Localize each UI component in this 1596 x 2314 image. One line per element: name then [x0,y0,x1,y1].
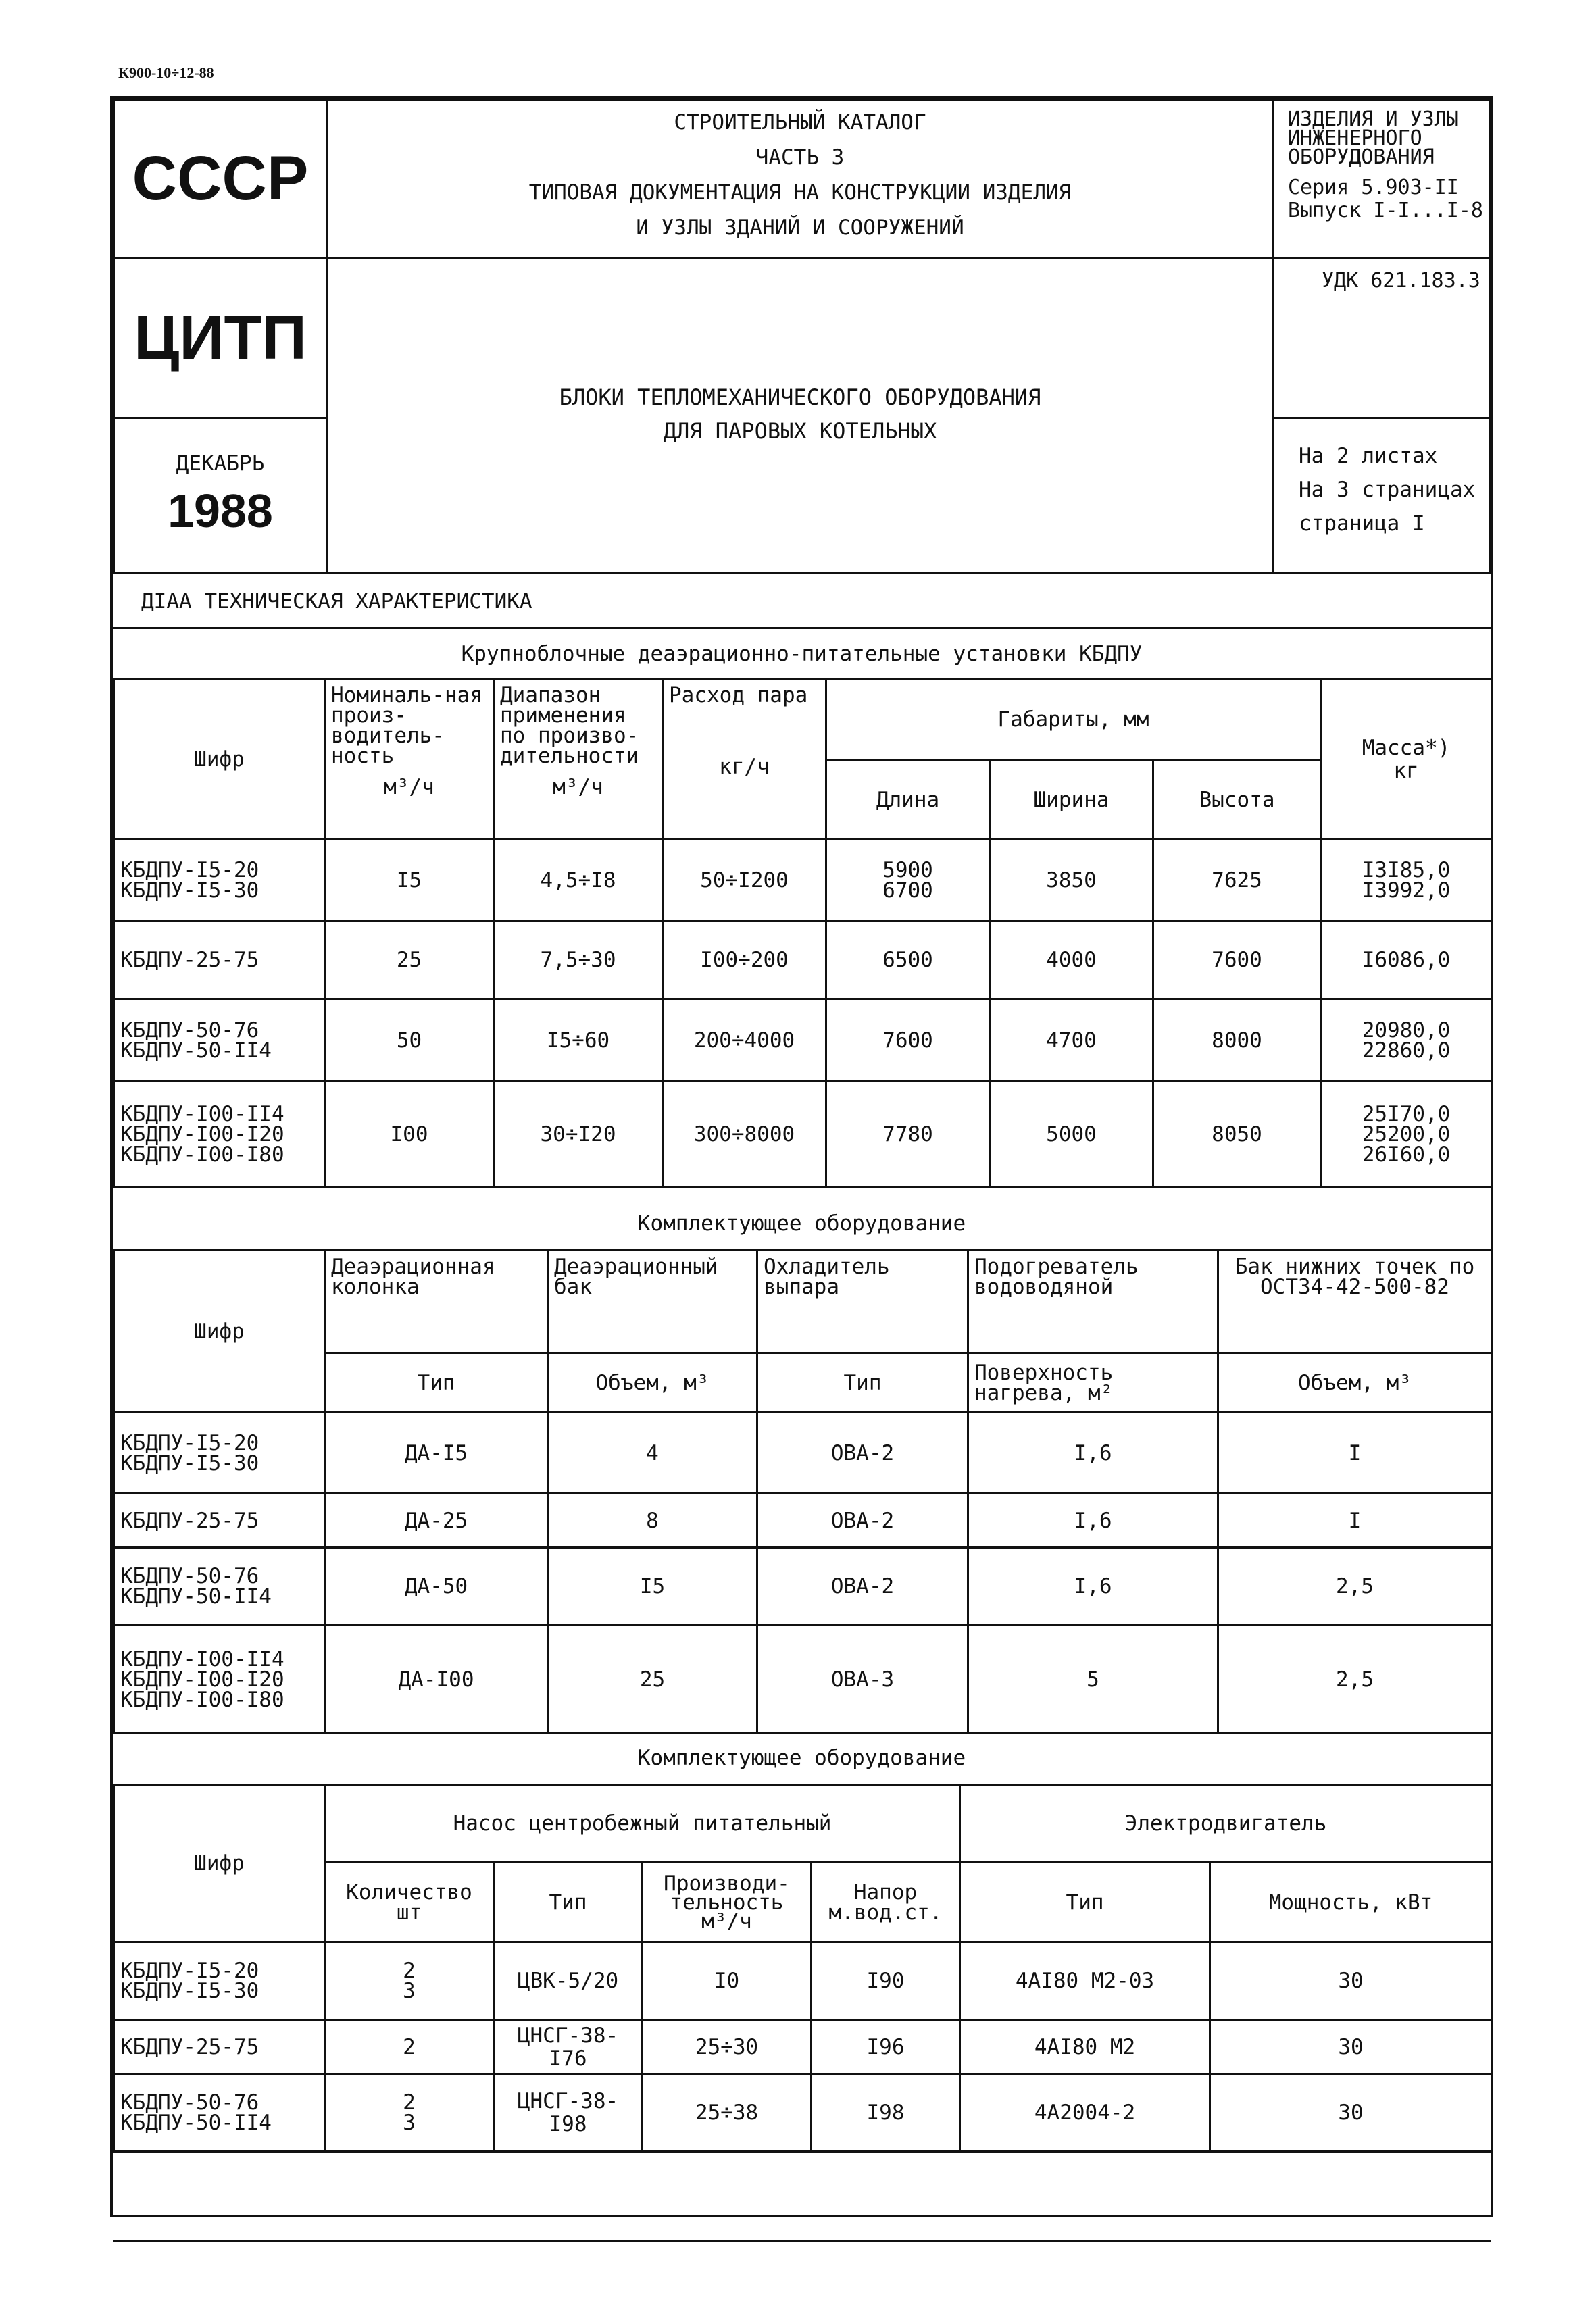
col-cooler-header [757,1251,968,1353]
text-span: Высота [1199,787,1275,812]
table-cell: 30÷I20 [494,1082,663,1187]
table-cell: 2,5 [1218,1626,1492,1734]
col-surface-header: Поверхность нагрева, м² [968,1353,1218,1413]
table-cell: 7780 [826,1082,990,1187]
text-span: Охладитель выпара [764,1255,890,1299]
col-width-header [990,760,1153,840]
table-row [114,1494,1492,1548]
col-type2-header: Тип [757,1353,968,1413]
table-cell: 25÷38 [643,2074,812,2152]
col-height-header [1153,760,1321,840]
pumps-table [113,1784,1493,2153]
table-cell: I0 [643,1942,812,2020]
org-stamp: ЦИТП [113,257,328,419]
table-cell: 7600 [826,999,990,1082]
text-span: Подогреватель водоводяной [974,1255,1139,1299]
catalog-line: ТИПОВАЯ ДОКУМЕНТАЦИЯ НА КОНСТРУКЦИИ ИЗДЕЛИЯ [528,180,1072,205]
category-line: ИЗДЕЛИЯ И УЗЛЫ [1288,107,1459,131]
table-cell: I,6 [968,1494,1218,1548]
table-cell: 25I70,0 25200,0 26I60,0 [1321,1082,1492,1187]
table-cell: 2 [325,2020,494,2074]
table-cell: 5000 [990,1082,1153,1187]
col-qty-header: Количество шт [325,1863,494,1942]
components-table [113,1249,1493,1734]
table-cell: КБДПУ-25-75 [114,1494,325,1548]
table-cell: 2 3 [325,2074,494,2152]
text-span: Номиналь-ная произ-водитель-ность [331,683,482,768]
table-cell: I,6 [968,1548,1218,1626]
table-row [114,1548,1492,1626]
table-cell: 200÷4000 [663,999,826,1082]
table-cell: 4,5÷I8 [494,840,663,921]
table-cell: I,6 [968,1413,1218,1494]
document-title-box [326,257,1274,574]
text-span: Диапазон применения по произво-дительности [500,683,639,768]
table-cell: 8 [548,1494,757,1548]
table-cell: 50 [325,999,494,1082]
text-span: Шифр [194,747,245,772]
table-row [114,2020,1492,2074]
table-cell: КБДПУ-50-76 КБДПУ-50-II4 [114,1548,325,1626]
catalog-line: И УЗЛЫ ЗДАНИЙ И СООРУЖЕНИЙ [636,216,964,240]
table-cell: 4А2004-2 [960,2074,1210,2152]
text-span: Электродвигатель [1124,1811,1327,1836]
table-cell: 25 [548,1626,757,1734]
table-cell: 6500 [826,921,990,999]
table-cell: I90 [812,1942,960,2020]
table-row [114,1942,1492,2020]
col-drain-header [1218,1251,1492,1353]
table-cell: I00 [325,1082,494,1187]
col-code-header [114,1785,325,1942]
table-cell: 4АI80 М2-03 [960,1942,1210,2020]
text-span: Масса*) [1362,735,1451,760]
text-span: Шифр [194,1319,245,1344]
table-row [114,921,1492,999]
table-cell: КБДПУ-I5-20 КБДПУ-I5-30 [114,1942,325,2020]
text-span: Деаэрационный бак [554,1255,718,1299]
country-stamp: СССР [113,99,328,259]
category-line: ОБОРУДОВАНИЯ [1288,145,1435,169]
table-cell: 20980,0 22860,0 [1321,999,1492,1082]
col-motor-type-header: Тип [960,1863,1210,1942]
category-box [1272,99,1491,259]
table-cell: ЦНСГ-38-I76 [494,2020,643,2074]
table-cell: 30 [1210,2020,1492,2074]
table-row [114,1082,1492,1187]
table-cell: ДА-25 [325,1494,548,1548]
table-cell: КБДПУ-50-76 КБДПУ-50-II4 [114,999,325,1082]
issue-month: ДЕКАБРЬ [176,451,265,476]
table-cell: 2,5 [1218,1548,1492,1626]
table-cell: I00÷200 [663,921,826,999]
text-span: кг/ч [719,755,770,779]
sheets-line: На 2 листах [1299,444,1438,468]
table-cell: 4000 [990,921,1153,999]
table-cell: 3850 [990,840,1153,921]
table-row [114,1626,1492,1734]
issue-label: Выпуск I-I...I-8 [1288,199,1483,222]
col-motor-header [960,1785,1492,1863]
table-cell: 4700 [990,999,1153,1082]
table-cell: I5 [548,1548,757,1626]
col-code-header [114,679,325,840]
table-cell: ОВА-3 [757,1626,968,1734]
table2-caption: Комплектующее оборудование [637,1211,966,1236]
table-row [114,999,1492,1082]
table-cell: 4 [548,1413,757,1494]
table-cell: 30 [1210,2074,1492,2152]
series-label: Серия 5.903-II [1288,176,1459,199]
udk-box [1272,257,1491,419]
col-tank-header [548,1251,757,1353]
table-cell: ДА-I5 [325,1413,548,1494]
document-sheet [110,96,1493,2217]
sheets-line: страница I [1299,511,1425,536]
table3-caption: Комплектующее оборудование [637,1746,966,1770]
table-cell: 50÷I200 [663,840,826,921]
col-pump-type-header: Тип [494,1863,643,1942]
table-cell: 7625 [1153,840,1321,921]
col-mass-header [1321,679,1492,840]
text-span: кг [1393,758,1419,783]
table-cell: 30 [1210,1942,1492,2020]
title-block [113,99,1491,574]
date-stamp [113,417,328,574]
col-range-header [494,679,663,840]
col-nominal-header [325,679,494,840]
table-cell: I3I85,0 I3992,0 [1321,840,1492,921]
col-code-header [114,1251,325,1413]
table-cell: 25÷30 [643,2020,812,2074]
text-span: м³/ч [384,775,434,799]
category-line: ИНЖЕНЕРНОГО [1288,126,1422,150]
table-cell: ОВА-2 [757,1548,968,1626]
col-steam-header [663,679,826,840]
specs-table [113,678,1493,1188]
document-title-line: ДЛЯ ПАРОВЫХ КОТЕЛЬНЫХ [663,418,937,444]
table-cell: 7,5÷30 [494,921,663,999]
bottom-divider [113,2240,1491,2242]
col-head-header: Напор м.вод.ст. [812,1863,960,1942]
table-cell: 300÷8000 [663,1082,826,1187]
table-cell: ЦВК-5/20 [494,1942,643,2020]
text-span: Насос центробежный питательный [453,1811,832,1836]
col-pump-header [325,1785,960,1863]
text-span: м³/ч [553,775,603,799]
document-code: К900-10÷12-88 [118,64,214,81]
table-cell: КБДПУ-50-76 КБДПУ-50-II4 [114,2074,325,2152]
section-label: ДIАА ТЕХНИЧЕСКАЯ ХАРАКТЕРИСТИКА [113,574,1491,629]
table-cell: 7600 [1153,921,1321,999]
text-span: Габариты, мм [997,707,1149,732]
table-cell: 5 [968,1626,1218,1734]
col-capacity-header: Производи-тельность м³/ч [643,1863,812,1942]
col-power-header: Мощность, кВт [1210,1863,1492,1942]
text-span: Шифр [194,1851,245,1876]
catalog-line: ЧАСТЬ 3 [755,145,845,170]
text-span: Бак нижних точек по ОСТ34-42-500-82 [1235,1255,1475,1299]
col-volume-header: Объем, м³ [548,1353,757,1413]
text-span: Расход пара [669,683,808,707]
table-row [114,840,1492,921]
table-cell: ЦНСГ-38-I98 [494,2074,643,2152]
table-cell: КБДПУ-I5-20 КБДПУ-I5-30 [114,840,325,921]
table-cell: КБДПУ-I00-II4 КБДПУ-I00-I20 КБДПУ-I00-I80 [114,1082,325,1187]
table-cell: 5900 6700 [826,840,990,921]
table-cell: ДА-I00 [325,1626,548,1734]
table-cell: I6086,0 [1321,921,1492,999]
sheets-line: На 3 страницах [1299,478,1476,502]
col-length-header [826,760,990,840]
table-cell: I98 [812,2074,960,2152]
table-cell: ОВА-2 [757,1413,968,1494]
table1-caption: Крупноблочные деаэрационно-питательные установки КБДПУ [113,629,1491,680]
table-cell: I96 [812,2020,960,2074]
table-cell: I5÷60 [494,999,663,1082]
text-span: Ширина [1033,787,1109,812]
col-dims-header [826,679,1321,760]
col-column-header [325,1251,548,1353]
table-cell: КБДПУ-I5-20 КБДПУ-I5-30 [114,1413,325,1494]
udk-label: УДК 621.183.3 [1322,269,1480,293]
document-title-line: БЛОКИ ТЕПЛОМЕХАНИЧЕСКОГО ОБОРУДОВАНИЯ [559,384,1041,410]
table-cell: 25 [325,921,494,999]
table-row [114,2074,1492,2152]
table-cell: КБДПУ-25-75 [114,921,325,999]
issue-year: 1988 [168,484,273,537]
text-span: Длина [876,787,940,812]
catalog-box [326,99,1274,259]
sheets-box [1272,417,1491,574]
table-cell: 2 3 [325,1942,494,2020]
col-heater-header [968,1251,1218,1353]
table-cell: 4АI80 М2 [960,2020,1210,2074]
table-cell: 8050 [1153,1082,1321,1187]
table-cell: I [1218,1413,1492,1494]
text-span: Деаэрационная колонка [331,1255,495,1299]
table-row [114,1413,1492,1494]
table-cell: I [1218,1494,1492,1548]
table-cell: I5 [325,840,494,921]
col-type-header: Тип [325,1353,548,1413]
col-volume2-header: Объем, м³ [1218,1353,1492,1413]
catalog-line: СТРОИТЕЛЬНЫЙ КАТАЛОГ [674,110,926,134]
table-cell: КБДПУ-I00-II4 КБДПУ-I00-I20 КБДПУ-I00-I80 [114,1626,325,1734]
table-cell: ОВА-2 [757,1494,968,1548]
table-cell: 8000 [1153,999,1321,1082]
table-cell: КБДПУ-25-75 [114,2020,325,2074]
table-cell: ДА-50 [325,1548,548,1626]
